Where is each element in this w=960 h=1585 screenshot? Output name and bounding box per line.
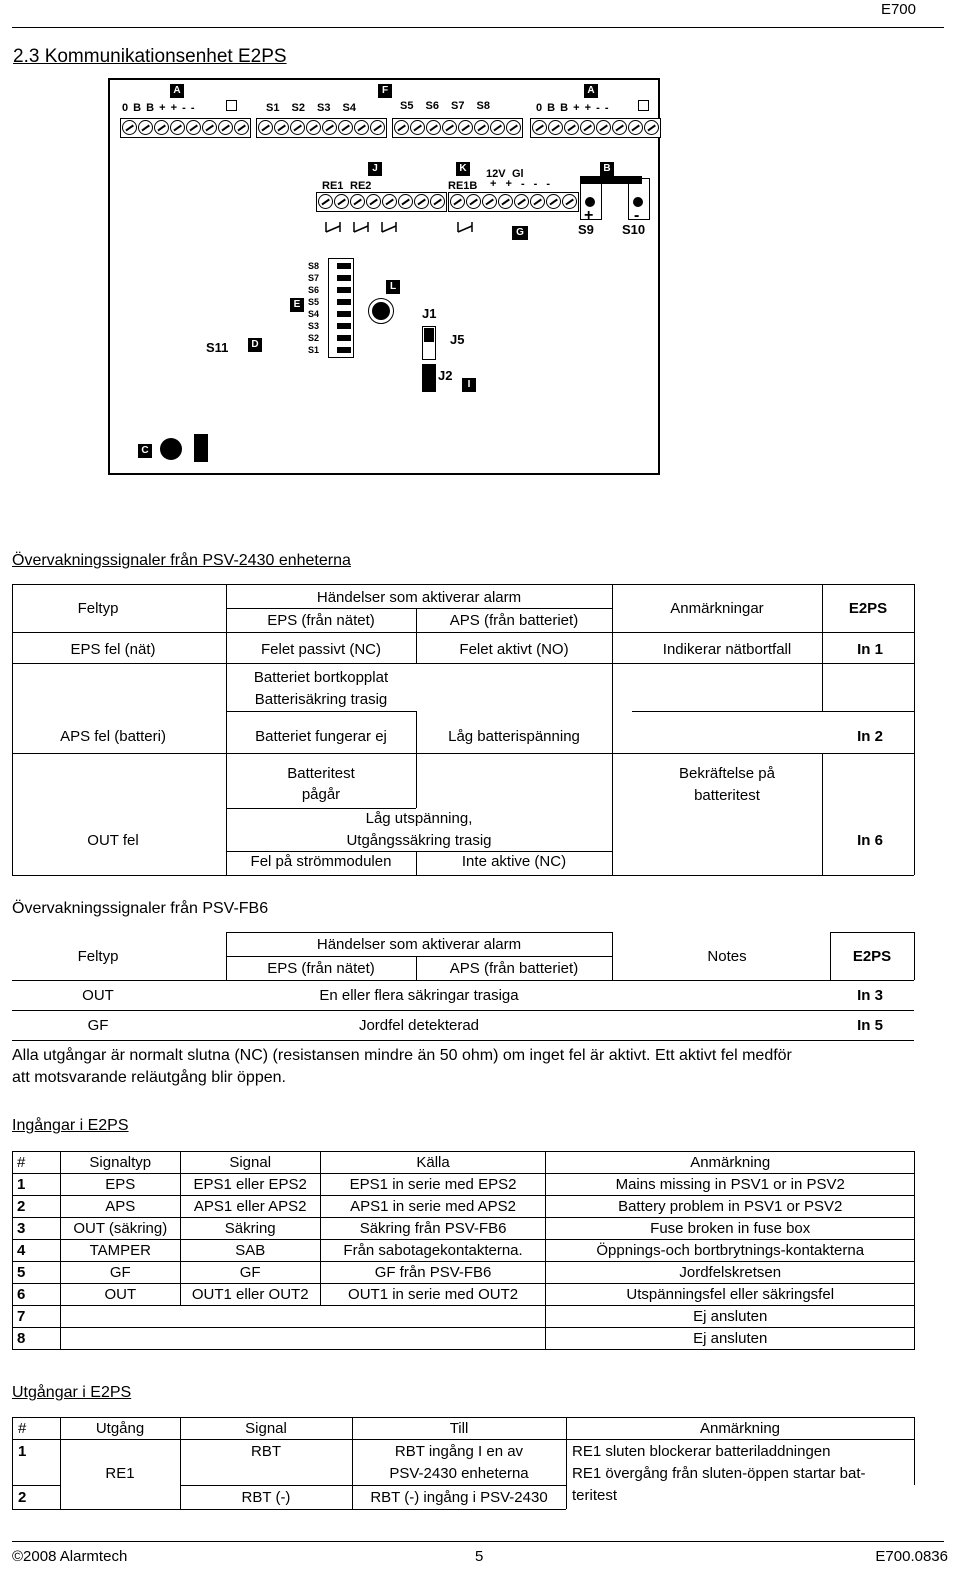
cell: OUT xyxy=(60,1284,180,1306)
terminal-block-a1 xyxy=(120,118,251,138)
psv2430-r2-eps-b: Batterisäkring trasig xyxy=(254,691,388,708)
psvfb6-r1-desc: En eller flera säkringar trasiga xyxy=(319,987,519,1004)
psv2430-r2-eps-a: Batteriet bortkopplat xyxy=(253,669,389,686)
psv2430-r3-note-a: Bekräftelse på xyxy=(679,765,775,782)
psv2430-heading: Övervakningssignaler från PSV-2430 enheterna xyxy=(12,552,351,569)
row-f1-labels: S1 S2 S3 S4 xyxy=(266,102,356,114)
table-row xyxy=(13,1306,915,1328)
cell: Ej ansluten xyxy=(546,1306,915,1328)
label-12v: 12V xyxy=(486,168,506,180)
psv2430-r1-aps: Felet aktivt (NO) xyxy=(459,641,569,658)
label-i: I xyxy=(462,378,476,392)
psv2430-r3-eps-b: pågår xyxy=(301,786,341,803)
cell: OUT1 in serie med OUT2 xyxy=(320,1284,546,1306)
cell: 4 xyxy=(13,1240,61,1262)
label-j2: J2 xyxy=(438,368,453,383)
psv2430-r3-eps-c: Fel på strömmodulen xyxy=(250,853,392,870)
label-re1b: RE1B xyxy=(448,180,478,192)
terminal-block-k xyxy=(448,192,579,212)
cell: APS1 in serie med APS2 xyxy=(320,1196,546,1218)
cell: Fuse broken in fuse box xyxy=(546,1218,915,1240)
outputs-note-b: RE1 övergång från sluten-öppen startar bat- xyxy=(572,1465,866,1482)
psvfb6-r2-e2ps: In 5 xyxy=(857,1017,883,1034)
table-row xyxy=(13,1196,915,1218)
cell xyxy=(60,1328,546,1350)
label-e: E xyxy=(290,298,304,312)
psvfb6-h-aps: APS (från batteriet) xyxy=(449,960,579,977)
psvfb6-r1-type: OUT xyxy=(82,987,114,1004)
note-paragraph: Alla utgångar är normalt slutna (NC) (resistansen mindre än 50 ohm) om inget fel är aktivt. Ett aktivt fel medför att motsvarande reläutgång blir öppen. xyxy=(12,1047,792,1086)
label-a1: A xyxy=(170,84,184,98)
inputs-h-source: Källa xyxy=(320,1152,546,1174)
inputs-h-signal: Signal xyxy=(180,1152,320,1174)
table-row xyxy=(13,1240,915,1262)
psv2430-r1-type: EPS fel (nät) xyxy=(70,641,156,658)
label-j1: J1 xyxy=(422,306,437,321)
cell: EPS xyxy=(60,1174,180,1196)
inputs-header-row xyxy=(13,1152,915,1174)
psv2430-h-events: Händelser som aktiverar alarm xyxy=(316,589,522,606)
footer-copyright: ©2008 Alarmtech xyxy=(12,1548,128,1565)
cell: Säkring från PSV-FB6 xyxy=(320,1218,546,1240)
jumper-j5 xyxy=(422,326,436,360)
footer-page-number: 5 xyxy=(475,1548,484,1565)
psv2430-r1-e2ps: In 1 xyxy=(857,641,883,658)
outputs-h-till: Till xyxy=(449,1420,469,1437)
table-row xyxy=(13,1262,915,1284)
footer-doc-number: E700.0836 xyxy=(875,1548,948,1565)
psvfb6-h-notes: Notes xyxy=(707,948,747,965)
cell: Ej ansluten xyxy=(546,1328,915,1350)
psv2430-r3-eps-a: Batteritest xyxy=(287,765,355,782)
outputs-h-num: # xyxy=(18,1420,27,1437)
table-row xyxy=(13,1218,915,1240)
square-marker-2 xyxy=(638,100,649,111)
label-d: D xyxy=(248,338,262,352)
inputs-table xyxy=(12,1151,915,1350)
label-re2: RE2 xyxy=(350,180,372,192)
label-s11: S11 xyxy=(206,340,229,355)
psv2430-r2-type: APS fel (batteri) xyxy=(60,728,166,745)
cell: 6 xyxy=(13,1284,61,1306)
outputs-r1-till-b: PSV-2430 enheterna xyxy=(389,1465,529,1482)
label-k: K xyxy=(456,162,470,176)
label-re1: RE1 xyxy=(322,180,344,192)
psv2430-r1-eps: Felet passivt (NC) xyxy=(260,641,382,658)
outputs-note-a: RE1 sluten blockerar batteriladdningen xyxy=(572,1443,831,1460)
outputs-h-note: Anmärkning xyxy=(699,1420,781,1437)
psv2430-h-feltyp: Feltyp xyxy=(77,600,119,617)
outputs-r1-till-a: RBT ingång I en av xyxy=(394,1443,524,1460)
square-marker-1 xyxy=(226,100,237,111)
label-plus-minus: + + - - - xyxy=(490,178,551,190)
cell: Öppnings-och bortbrytnings-kontakterna xyxy=(546,1240,915,1262)
cell: Säkring xyxy=(180,1218,320,1240)
cell: Mains missing in PSV1 or in PSV2 xyxy=(546,1174,915,1196)
row-f2-labels: S5 S6 S7 S8 xyxy=(400,100,490,112)
s10-label: S10 xyxy=(622,222,646,237)
dip-labels: S8 S7 S6 S5 S4 S3 S2 S1 xyxy=(308,261,320,355)
label-l: L xyxy=(386,280,400,294)
cell: 3 xyxy=(13,1218,61,1240)
outputs-r1-signal: RBT xyxy=(251,1443,281,1460)
outputs-r2-num: 2 xyxy=(18,1489,27,1506)
s9-label: S9 xyxy=(578,222,594,237)
terminal-block-j xyxy=(316,192,447,212)
cell: APS1 eller APS2 xyxy=(180,1196,320,1218)
psvfb6-h-events: Händelser som aktiverar alarm xyxy=(316,936,522,953)
cell: Battery problem in PSV1 or PSV2 xyxy=(546,1196,915,1218)
outputs-r1-num: 1 xyxy=(18,1443,27,1460)
row-a1-labels: 0 B B + + - - xyxy=(122,102,195,114)
terminal-block-a2 xyxy=(530,118,661,138)
psv2430-r3-mid-b: Utgångssäkring trasig xyxy=(346,832,492,849)
cell: SAB xyxy=(180,1240,320,1262)
psvfb6-h-eps: EPS (från nätet) xyxy=(267,960,375,977)
psv2430-r3-note-b: batteritest xyxy=(694,787,760,804)
cell: 8 xyxy=(13,1328,61,1350)
inputs-h-num: # xyxy=(13,1152,61,1174)
cell: OUT (säkring) xyxy=(60,1218,180,1240)
psvfb6-r2-type: GF xyxy=(87,1017,109,1034)
psv2430-h-aps: APS (från batteriet) xyxy=(449,612,579,629)
cell: OUT1 eller OUT2 xyxy=(180,1284,320,1306)
cell: 5 xyxy=(13,1262,61,1284)
psvfb6-heading: Övervakningssignaler från PSV-FB6 xyxy=(12,900,269,917)
label-j: J xyxy=(368,162,382,176)
label-a2: A xyxy=(584,84,598,98)
cell: GF xyxy=(180,1262,320,1284)
table-row xyxy=(13,1174,915,1196)
psv2430-r2-e2ps: In 2 xyxy=(857,728,883,745)
table-row xyxy=(13,1328,915,1350)
s10-sign: - xyxy=(634,207,640,224)
terminal-block-f1 xyxy=(256,118,387,138)
cell: 2 xyxy=(13,1196,61,1218)
jumper-j2 xyxy=(422,364,436,392)
cell: 1 xyxy=(13,1174,61,1196)
inputs-heading: Ingångar i E2PS xyxy=(12,1117,129,1134)
cell: 7 xyxy=(13,1306,61,1328)
psvfb6-r2-desc: Jordfel detekterad xyxy=(358,1017,480,1034)
table-row xyxy=(13,1284,915,1306)
led-l-icon xyxy=(368,298,394,324)
psv2430-h-notes: Anmärkningar xyxy=(670,600,764,617)
dip-switch-block xyxy=(328,258,354,358)
label-c: C xyxy=(138,444,152,458)
cell: GF från PSV-FB6 xyxy=(320,1262,546,1284)
outputs-out: RE1 xyxy=(105,1465,135,1482)
psv2430-r1-note: Indikerar nätbortfall xyxy=(662,641,792,658)
psv2430-r3-aps-c: Inte aktive (NC) xyxy=(461,853,567,870)
outputs-heading: Utgångar i E2PS xyxy=(12,1384,132,1401)
cell: APS xyxy=(60,1196,180,1218)
label-gl: Gl xyxy=(512,168,524,180)
inputs-h-type: Signaltyp xyxy=(60,1152,180,1174)
terminal-block-f2 xyxy=(392,118,523,138)
psv2430-h-eps: EPS (från nätet) xyxy=(267,612,375,629)
pcb-board-diagram xyxy=(108,78,660,475)
outputs-r2-signal: RBT (-) xyxy=(241,1489,291,1506)
row-a2-labels: 0 B B + + - - xyxy=(536,102,609,114)
relay-contacts-icon xyxy=(316,214,556,244)
outputs-r2-till: RBT (-) ingång i PSV-2430 xyxy=(370,1489,548,1506)
psv2430-r2-eps-c: Batteriet fungerar ej xyxy=(255,728,387,745)
label-b: B xyxy=(600,162,614,176)
jumper-bar xyxy=(580,176,642,184)
cell: TAMPER xyxy=(60,1240,180,1262)
button-c-icon xyxy=(160,438,182,460)
psv2430-r3-type: OUT fel xyxy=(87,832,139,849)
psv2430-r3-mid-a: Låg utspänning, xyxy=(365,810,473,827)
psv2430-h-e2ps: E2PS xyxy=(848,600,888,617)
psvfb6-r1-e2ps: In 3 xyxy=(857,987,883,1004)
doc-code: E700 xyxy=(880,1,916,18)
outputs-note-c: teritest xyxy=(572,1487,618,1504)
header-rule xyxy=(12,27,944,28)
tamper-switch xyxy=(194,434,208,462)
s9-sign: + xyxy=(584,207,594,224)
footer-rule xyxy=(12,1541,944,1542)
label-f: F xyxy=(378,84,392,98)
psv2430-r2-aps: Låg batterispänning xyxy=(448,728,580,745)
cell: Utspänningsfel eller säkringsfel xyxy=(546,1284,915,1306)
label-g: G xyxy=(512,226,528,240)
inputs-h-note: Anmärkning xyxy=(546,1152,915,1174)
outputs-h-signal: Signal xyxy=(245,1420,287,1437)
psv2430-r3-e2ps: In 6 xyxy=(857,832,883,849)
cell: EPS1 eller EPS2 xyxy=(180,1174,320,1196)
cell: Från sabotagekontakterna. xyxy=(320,1240,546,1262)
label-j5: J5 xyxy=(450,332,465,347)
psvfb6-h-e2ps: E2PS xyxy=(852,948,892,965)
cell: Jordfelskretsen xyxy=(546,1262,915,1284)
psvfb6-h-feltyp: Feltyp xyxy=(77,948,119,965)
section-title: 2.3 Kommunikationsenhet E2PS xyxy=(13,46,287,67)
cell xyxy=(60,1306,546,1328)
cell: EPS1 in serie med EPS2 xyxy=(320,1174,546,1196)
cell: GF xyxy=(60,1262,180,1284)
outputs-h-out: Utgång xyxy=(95,1420,145,1437)
